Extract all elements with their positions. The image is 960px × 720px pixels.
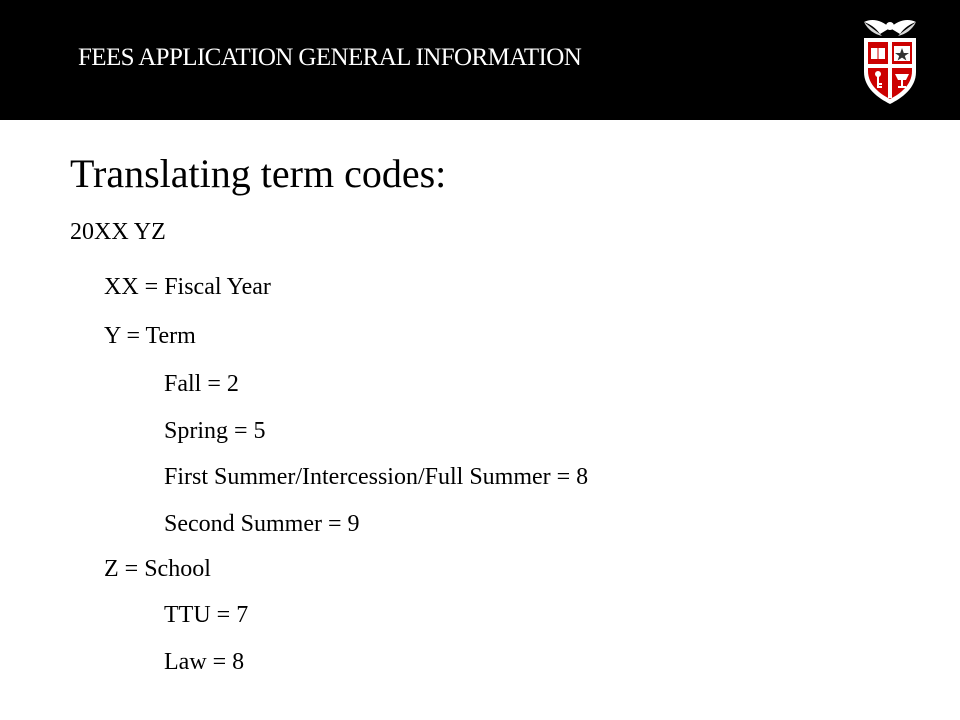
- term-item: Spring = 5: [164, 418, 266, 444]
- term-item: First Summer/Intercession/Full Summer = 8: [164, 464, 589, 490]
- term-item: Fall = 2: [164, 371, 239, 397]
- slide-title: Translating term codes:: [70, 151, 447, 196]
- xx-definition: XX = Fiscal Year: [104, 274, 271, 300]
- z-definition: Z = School: [104, 556, 211, 582]
- header-title: FEES APPLICATION GENERAL INFORMATION: [78, 44, 582, 71]
- term-item: Second Summer = 9: [164, 511, 360, 537]
- school-item: Law = 8: [164, 649, 245, 675]
- header-bar: [0, 0, 960, 120]
- university-shield-logo-icon: [856, 14, 924, 106]
- term-code-format: 20XX YZ: [70, 219, 166, 245]
- school-item: TTU = 7: [164, 602, 249, 628]
- y-definition: Y = Term: [104, 323, 196, 349]
